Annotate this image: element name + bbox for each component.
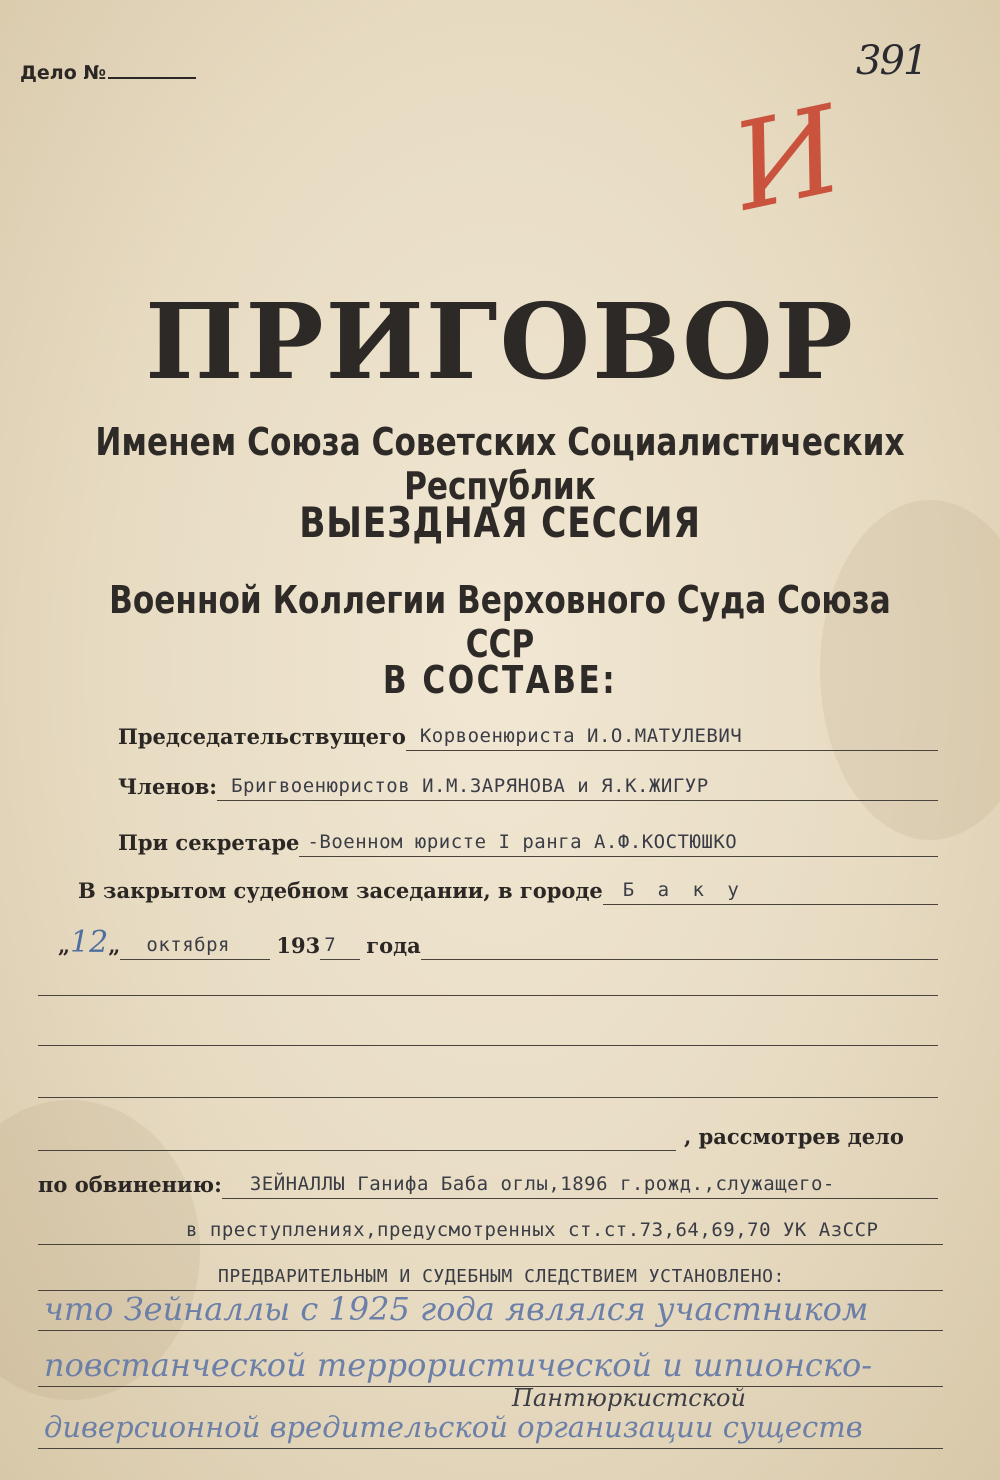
month-line: [120, 929, 270, 960]
session-label: В закрытом судебном заседании, в городе: [78, 878, 603, 903]
handwritten-line-rule: [38, 1386, 943, 1387]
date-suffix: года: [366, 933, 421, 958]
blank-line: [38, 995, 938, 996]
chair-line: [406, 720, 938, 751]
considered-label: , рассмотрев дело: [684, 1124, 904, 1149]
charge-line: [222, 1168, 938, 1199]
handwritten-insert: Пантюркистской: [512, 1384, 746, 1412]
handwritten-line-2: повстанческой террористической и шпионско-: [44, 1346, 873, 1384]
city-line: [603, 874, 938, 905]
handwritten-line-4: диверсионной вредительской организации существ: [44, 1410, 863, 1444]
heading-line-2: ВЫЕЗДНАЯ СЕССИЯ: [299, 498, 701, 547]
members-value: Бригвоенюристов И.М.ЗАРЯНОВА и Я.К.ЖИГУР: [231, 775, 709, 797]
heading-line-3: Военной Коллегии Верховного Суда Союза ССР: [109, 578, 891, 666]
year-line: [320, 929, 360, 960]
date-month: октября: [146, 934, 230, 956]
date-open-quote: „: [58, 933, 71, 958]
considered-line: [38, 1120, 676, 1151]
secretary-line: [299, 826, 938, 857]
city-value: Б а к у: [622, 879, 745, 901]
heading-line-1: Именем Союза Советских Социалистических Республик: [95, 420, 905, 508]
chair-value: Корвоенюриста И.О.МАТУЛЕВИЧ: [419, 725, 743, 747]
secretary-label: При секретаре: [118, 830, 300, 855]
crimes-row: [38, 1214, 943, 1245]
members-line: [217, 770, 938, 801]
red-handwritten-mark: И: [721, 80, 853, 239]
established-row: [38, 1260, 943, 1291]
date-year-prefix: 193: [276, 933, 321, 958]
blank-line: [38, 1045, 938, 1046]
case-number-label: Дело №: [20, 62, 107, 84]
charge-value: ЗЕЙНАЛЛЫ Ганифа Баба оглы,1896 г.рожд.,служащего-: [249, 1173, 835, 1195]
handwritten-line-rule: [38, 1448, 943, 1449]
members-row: [118, 770, 938, 801]
date-year-digit: 7: [324, 934, 337, 956]
date-day: 12: [70, 925, 109, 960]
handwritten-line-1: что Зейналлы с 1925 года являлся участником: [44, 1290, 869, 1328]
date-row: [58, 925, 938, 960]
considered-row: [38, 1120, 943, 1151]
blank-line: [38, 1097, 938, 1098]
case-number-blank: [108, 76, 196, 79]
date-trailing-line: [421, 929, 938, 960]
case-number-field: [20, 62, 196, 84]
handwritten-line-rule: [38, 1330, 943, 1331]
heading-line-4: В СОСТАВЕ:: [382, 658, 618, 702]
members-label: Членов:: [118, 774, 218, 799]
chair-row: [118, 720, 938, 751]
crimes-line: [38, 1214, 943, 1245]
secretary-value: -Военном юристе I ранга А.Ф.КОСТЮШКО: [307, 831, 738, 853]
session-row: [78, 874, 938, 905]
charge-row: [38, 1168, 938, 1199]
handwritten-page-number: 391: [856, 38, 927, 84]
document-title: ПРИГОВОР: [145, 280, 855, 403]
charge-label: по обвинению:: [38, 1172, 222, 1197]
established-value: ПРЕДВАРИТЕЛЬНЫМ И СУДЕБНЫМ СЛЕДСТВИЕМ УСТАНОВЛЕНО:: [218, 1266, 785, 1287]
crimes-value: в преступлениях,предусмотренных ст.ст.73,64,69,70 УК АзССР: [186, 1219, 879, 1241]
chair-label: Председательствущего: [118, 724, 406, 749]
secretary-row: [118, 826, 938, 857]
date-close-quote: „: [108, 933, 121, 958]
established-line: [38, 1260, 943, 1291]
